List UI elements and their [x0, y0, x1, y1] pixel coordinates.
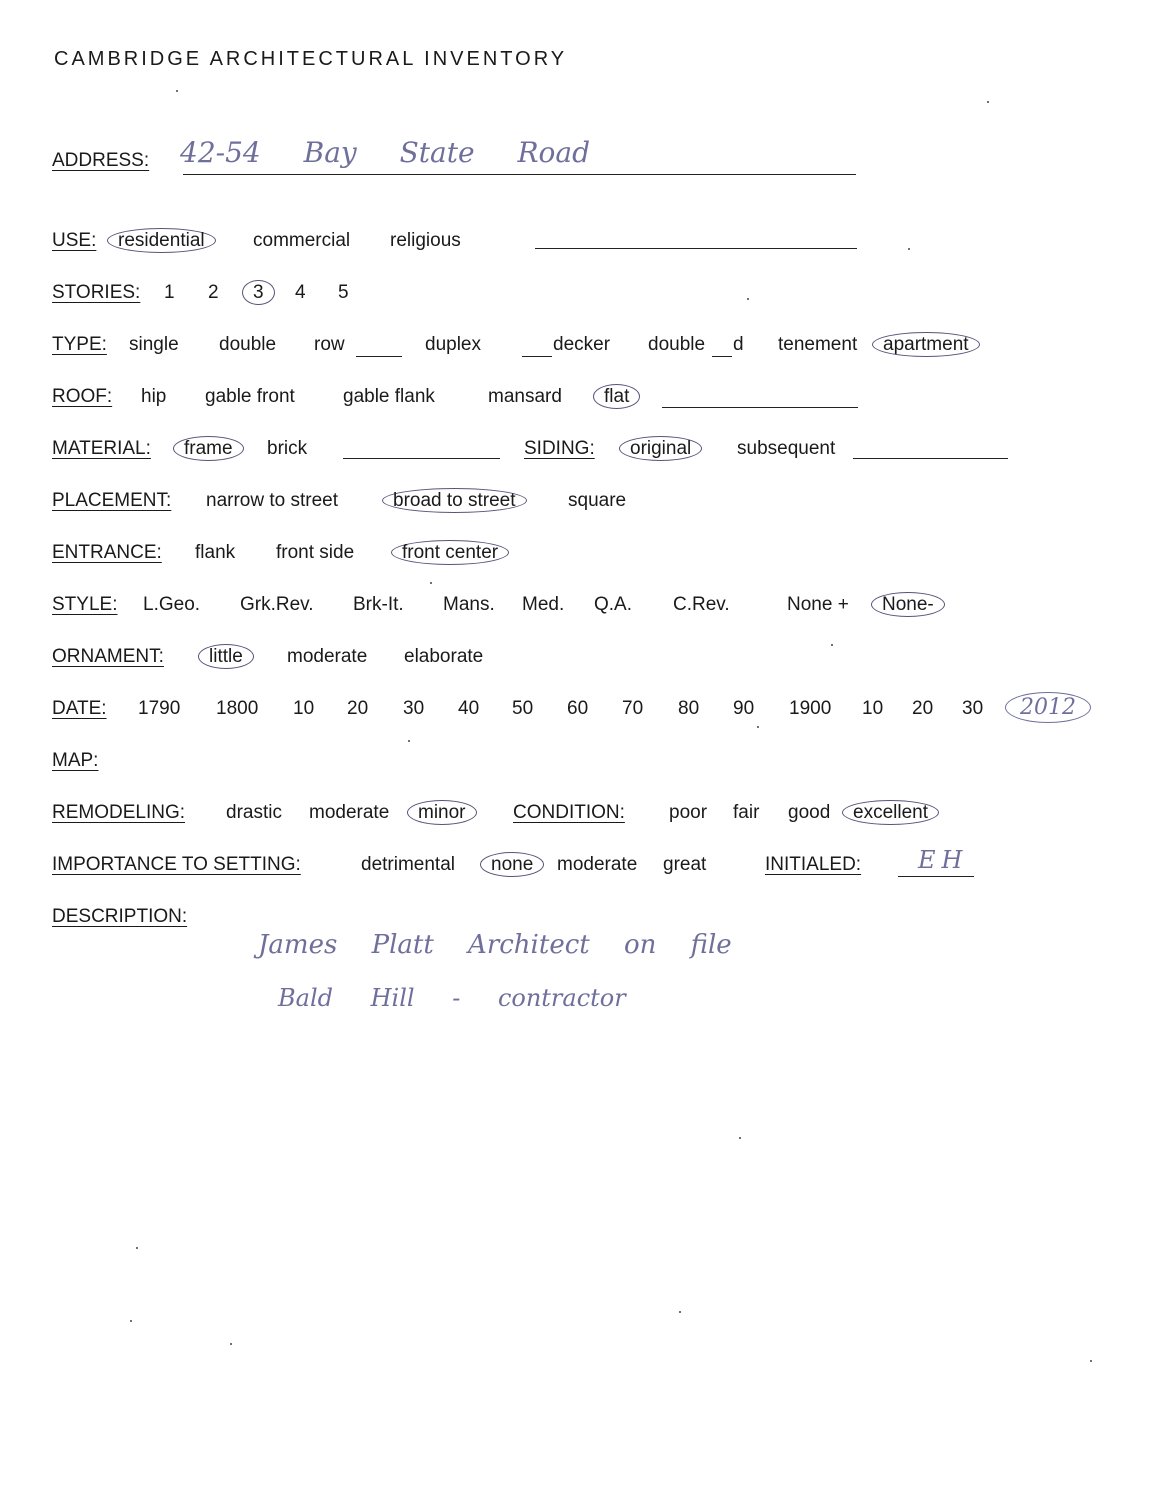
- roof-option-hip[interactable]: hip: [141, 386, 167, 407]
- material-option-frame[interactable]: frame: [173, 436, 244, 461]
- scan-speck: [987, 101, 989, 103]
- type-option-d[interactable]: d: [733, 334, 744, 355]
- material-option-brick[interactable]: brick: [267, 438, 308, 459]
- material-other-line: [343, 458, 500, 459]
- style-option-none-minus[interactable]: None-: [871, 592, 945, 617]
- style-label: STYLE:: [52, 594, 118, 615]
- map-label: MAP:: [52, 750, 99, 771]
- scan-speck: [130, 1320, 132, 1322]
- style-option-mans[interactable]: Mans.: [443, 594, 495, 615]
- type-option-apartment[interactable]: apartment: [872, 332, 980, 357]
- form-title: CAMBRIDGE ARCHITECTURAL INVENTORY: [54, 48, 568, 70]
- use-other-line: [535, 248, 857, 249]
- date-option-1820[interactable]: 20: [347, 698, 369, 719]
- type-row-blank: [356, 356, 402, 357]
- stories-option-3[interactable]: 3: [242, 280, 275, 305]
- type-option-double-d[interactable]: double: [648, 334, 706, 355]
- date-option-1810[interactable]: 10: [293, 698, 315, 719]
- initialed-line: [898, 876, 974, 877]
- scan-speck: [739, 1137, 741, 1139]
- address-line: [183, 174, 856, 175]
- roof-option-gable-front[interactable]: gable front: [205, 386, 295, 407]
- remodeling-option-drastic[interactable]: drastic: [226, 802, 282, 823]
- type-option-double[interactable]: double: [219, 334, 277, 355]
- scan-speck: [1090, 1360, 1092, 1362]
- entrance-option-flank[interactable]: flank: [195, 542, 236, 563]
- remodeling-option-minor[interactable]: minor: [407, 800, 477, 825]
- date-option-1830[interactable]: 30: [403, 698, 425, 719]
- scan-speck: [757, 726, 759, 728]
- condition-label: CONDITION:: [513, 802, 625, 823]
- ornament-option-moderate[interactable]: moderate: [287, 646, 368, 667]
- scan-speck: [747, 298, 749, 300]
- type-option-decker[interactable]: decker: [553, 334, 611, 355]
- roof-option-gable-flank[interactable]: gable flank: [343, 386, 435, 407]
- date-option-1910[interactable]: 10: [862, 698, 884, 719]
- siding-option-original[interactable]: original: [619, 436, 702, 461]
- placement-option-narrow[interactable]: narrow to street: [206, 490, 338, 511]
- entrance-label: ENTRANCE:: [52, 542, 162, 563]
- type-option-row[interactable]: row: [314, 334, 345, 355]
- style-option-brkit[interactable]: Brk-It.: [353, 594, 404, 615]
- condition-option-excellent[interactable]: excellent: [842, 800, 939, 825]
- placement-label: PLACEMENT:: [52, 490, 172, 511]
- ornament-option-little[interactable]: little: [198, 644, 254, 669]
- type-decker-blank: [522, 356, 552, 357]
- scan-speck: [908, 248, 910, 250]
- siding-label: SIDING:: [524, 438, 595, 459]
- roof-option-flat[interactable]: flat: [593, 384, 640, 409]
- siding-option-subsequent[interactable]: subsequent: [737, 438, 836, 459]
- roof-option-mansard[interactable]: mansard: [488, 386, 562, 407]
- use-option-commercial[interactable]: commercial: [253, 230, 351, 251]
- importance-option-detrimental[interactable]: detrimental: [361, 854, 455, 875]
- remodeling-option-moderate[interactable]: moderate: [309, 802, 390, 823]
- ornament-option-elaborate[interactable]: elaborate: [404, 646, 484, 667]
- date-option-1860[interactable]: 60: [567, 698, 589, 719]
- use-option-residential[interactable]: residential: [107, 228, 216, 253]
- stories-label: STORIES:: [52, 282, 141, 303]
- scan-speck: [136, 1247, 138, 1249]
- remodeling-label: REMODELING:: [52, 802, 186, 823]
- initialed-value[interactable]: EH: [918, 846, 969, 874]
- entrance-option-front-center[interactable]: front center: [391, 540, 509, 565]
- type-label: TYPE:: [52, 334, 107, 355]
- description-label: DESCRIPTION:: [52, 906, 188, 927]
- importance-option-moderate[interactable]: moderate: [557, 854, 638, 875]
- date-option-1790[interactable]: 1790: [138, 698, 181, 719]
- type-double-d-blank: [712, 356, 732, 357]
- ornament-label: ORNAMENT:: [52, 646, 164, 667]
- date-written-value[interactable]: 2012: [1005, 692, 1091, 723]
- placement-option-square[interactable]: square: [568, 490, 627, 511]
- condition-option-fair[interactable]: fair: [733, 802, 760, 823]
- style-option-grkrev[interactable]: Grk.Rev.: [240, 594, 314, 615]
- entrance-option-front-side[interactable]: front side: [276, 542, 355, 563]
- description-line-1[interactable]: James Platt Architect on file: [258, 930, 732, 960]
- condition-option-poor[interactable]: poor: [669, 802, 708, 823]
- importance-option-none[interactable]: none: [480, 852, 544, 877]
- scan-speck: [831, 644, 833, 646]
- date-option-1880[interactable]: 80: [678, 698, 700, 719]
- scan-speck: [679, 1311, 681, 1313]
- material-label: MATERIAL:: [52, 438, 151, 459]
- type-option-single[interactable]: single: [129, 334, 179, 355]
- importance-option-great[interactable]: great: [663, 854, 707, 875]
- date-option-1930[interactable]: 30: [962, 698, 984, 719]
- scan-speck: [176, 90, 178, 92]
- type-option-duplex[interactable]: duplex: [425, 334, 481, 355]
- date-option-1800[interactable]: 1800: [216, 698, 259, 719]
- date-option-1840[interactable]: 40: [458, 698, 480, 719]
- roof-label: ROOF:: [52, 386, 113, 407]
- date-option-1850[interactable]: 50: [512, 698, 534, 719]
- style-option-med[interactable]: Med.: [522, 594, 565, 615]
- use-label: USE:: [52, 230, 97, 251]
- scan-speck: [230, 1343, 232, 1345]
- style-option-none-plus[interactable]: None +: [787, 594, 849, 615]
- description-line-2[interactable]: Bald Hill - contractor: [278, 984, 626, 1012]
- importance-label: IMPORTANCE TO SETTING:: [52, 854, 301, 875]
- style-option-lgeo[interactable]: L.Geo.: [143, 594, 201, 615]
- date-option-1890[interactable]: 90: [733, 698, 755, 719]
- date-option-1920[interactable]: 20: [912, 698, 934, 719]
- stories-option-1[interactable]: 1: [164, 282, 175, 303]
- placement-option-broad[interactable]: broad to street: [382, 488, 527, 513]
- scan-speck: [408, 740, 410, 742]
- stories-option-5[interactable]: 5: [338, 282, 349, 303]
- type-option-tenement[interactable]: tenement: [778, 334, 858, 355]
- date-option-1870[interactable]: 70: [622, 698, 644, 719]
- address-label: ADDRESS:: [52, 150, 150, 171]
- siding-other-line: [853, 458, 1008, 459]
- style-option-crev[interactable]: C.Rev.: [673, 594, 730, 615]
- date-option-1900[interactable]: 1900: [789, 698, 832, 719]
- stories-option-2[interactable]: 2: [208, 282, 219, 303]
- condition-option-good[interactable]: good: [788, 802, 831, 823]
- address-value[interactable]: 42-54 Bay State Road: [180, 136, 591, 169]
- use-option-religious[interactable]: religious: [390, 230, 461, 251]
- style-option-qa[interactable]: Q.A.: [594, 594, 633, 615]
- initialed-label: INITIALED:: [765, 854, 862, 875]
- stories-option-4[interactable]: 4: [295, 282, 306, 303]
- date-label: DATE:: [52, 698, 107, 719]
- scan-speck: [430, 582, 432, 584]
- roof-other-line: [662, 407, 858, 408]
